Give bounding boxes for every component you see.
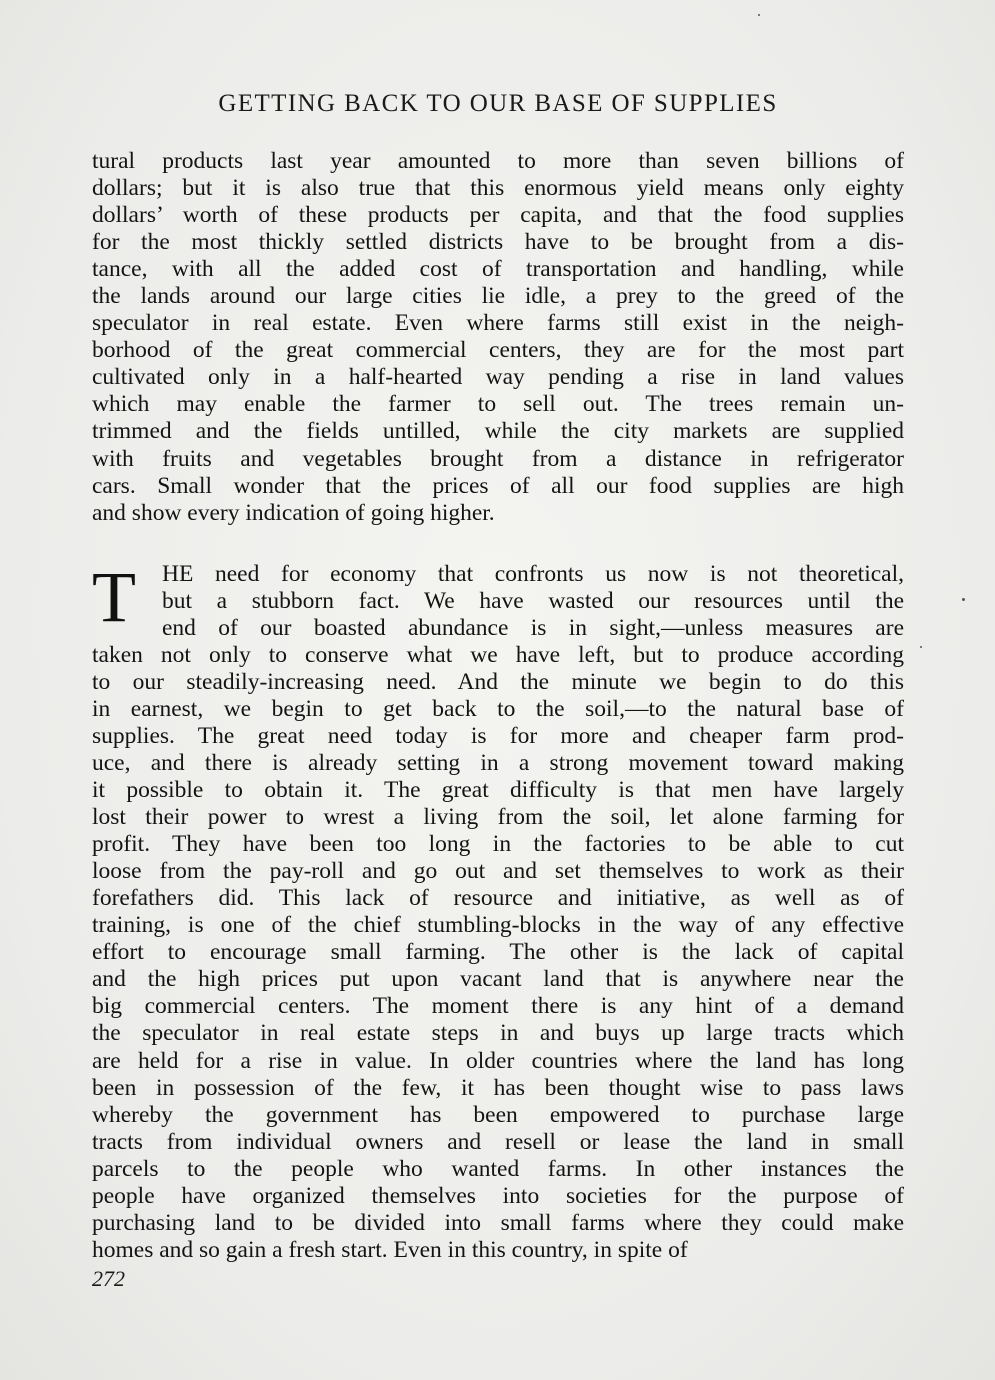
text-line: people have organized themselves into societies for the purpose of bbox=[92, 1182, 904, 1209]
text-line: but a stubborn fact. We have wasted our resources until the bbox=[162, 587, 904, 614]
body-text bbox=[92, 148, 904, 1264]
text-line: dollars’ worth of these products per capita, and that the food supplies bbox=[92, 202, 904, 229]
drop-cap: T bbox=[92, 556, 136, 637]
text-line: parcels to the people who wanted farms. In other instances the bbox=[92, 1155, 904, 1182]
paper-speck bbox=[962, 598, 965, 601]
paper-speck bbox=[920, 646, 922, 648]
text-line: purchasing land to be divided into small farms where they could make bbox=[92, 1209, 904, 1236]
text-line: been in possession of the few, it has been thought wise to pass laws bbox=[92, 1074, 904, 1101]
paragraph-gap bbox=[92, 527, 904, 561]
text-line: and show every indication of going higher. bbox=[92, 499, 495, 526]
text-line: cars. Small wonder that the prices of all our food supplies are high bbox=[92, 472, 904, 499]
text-line: profit. They have been too long in the factories to be able to cut bbox=[92, 831, 904, 858]
running-head: GETTING BACK TO OUR BASE OF SUPPLIES bbox=[218, 90, 778, 117]
text-line: tural products last year amounted to more than seven billions of bbox=[92, 148, 904, 174]
text-line: tracts from individual owners and resell or lease the land in small bbox=[92, 1128, 904, 1155]
text-line: big commercial centers. The moment there is any hint of a demand bbox=[92, 993, 904, 1020]
text-line: in earnest, we begin to get back to the soil,—to the natural base of bbox=[92, 695, 904, 722]
text-line: the speculator in real estate steps in and buys up large tracts which bbox=[92, 1020, 904, 1047]
paper-speck bbox=[758, 14, 760, 16]
text-line: supplies. The great need today is for more and cheaper farm prod- bbox=[92, 722, 904, 749]
text-line: it possible to obtain it. The great difficulty is that men have largely bbox=[92, 777, 904, 804]
text-line: taken not only to conserve what we have left, but to produce according bbox=[92, 641, 904, 668]
text-line: forefathers did. This lack of resource and initiative, as well as of bbox=[92, 885, 904, 912]
text-line: trimmed and the fields untilled, while the city markets are supplied bbox=[92, 418, 904, 445]
text-line: loose from the pay-roll and go out and set themselves to work as their bbox=[92, 858, 904, 885]
text-line: whereby the government has been empowered to purchase large bbox=[92, 1101, 904, 1128]
text-line: borhood of the great commercial centers, they are for the most part bbox=[92, 337, 904, 364]
text-line: to our steadily-increasing need. And the minute we begin to do this bbox=[92, 668, 904, 695]
paragraph-1 bbox=[92, 148, 904, 527]
text-line: effort to encourage small farming. The other is the lack of capital bbox=[92, 939, 904, 966]
text-line: training, is one of the chief stumbling-blocks in the way of any effective bbox=[92, 912, 904, 939]
text-line: speculator in real estate. Even where farms still exist in the neigh- bbox=[92, 310, 904, 337]
text-line: end of our boasted abundance is in sight,—unless measures are bbox=[162, 614, 904, 641]
text-line: lost their power to wrest a living from the soil, let alone farming for bbox=[92, 804, 904, 831]
text-line: tance, with all the added cost of transportation and handling, while bbox=[92, 256, 904, 283]
text-line: uce, and there is already setting in a strong movement toward making bbox=[92, 749, 904, 776]
text-line: HE need for economy that confronts us now is not theoretical, bbox=[162, 560, 904, 587]
page-number: 272 bbox=[92, 1266, 125, 1291]
text-line: cultivated only in a half-hearted way pending a rise in land values bbox=[92, 364, 904, 391]
text-line: the lands around our large cities lie idle, a prey to the greed of the bbox=[92, 283, 904, 310]
text-line: and the high prices put upon vacant land that is anywhere near the bbox=[92, 966, 904, 993]
text-line: which may enable the farmer to sell out. The trees remain un- bbox=[92, 391, 904, 418]
text-line: are held for a rise in value. In older countries where the land has long bbox=[92, 1047, 904, 1074]
text-line: for the most thickly settled districts have to be brought from a dis- bbox=[92, 229, 904, 256]
text-line: dollars; but it is also true that this enormous yield means only eighty bbox=[92, 175, 904, 202]
text-line: homes and so gain a fresh start. Even in this country, in spite of bbox=[92, 1236, 688, 1263]
text-line: with fruits and vegetables brought from a distance in refrigerator bbox=[92, 445, 904, 472]
paragraph-2 bbox=[92, 556, 904, 1264]
